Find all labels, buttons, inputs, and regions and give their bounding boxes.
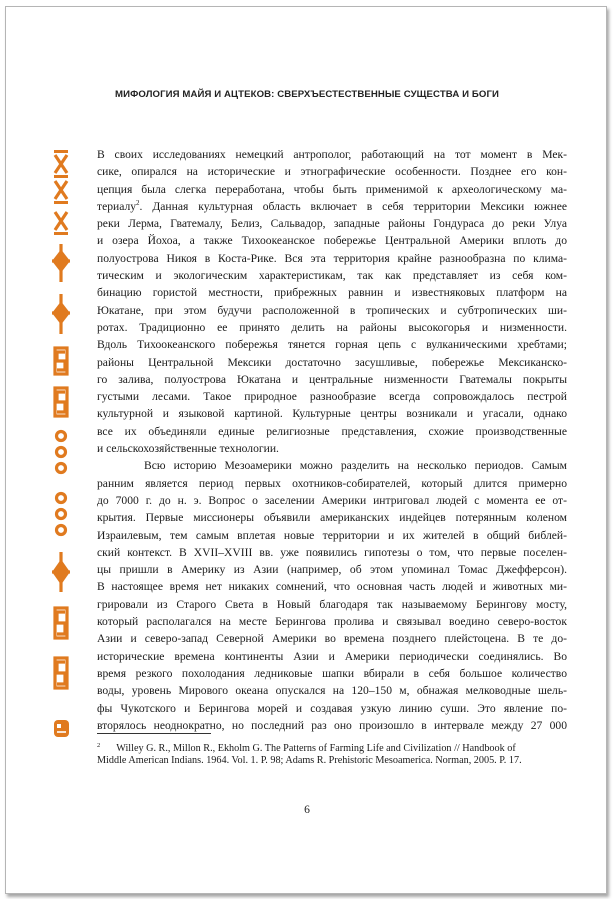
footnote-line: Middle American Indians. 1964. Vol. 1. P. 98; Adams R. Prehistoric Mesoamerica. Norman, 2005. P. 17. <box>97 755 522 766</box>
main-text <box>97 146 567 734</box>
text-line: полуострова Никоя в Коста-Рике. Вся эта территория крайне разнообразна по клима- <box>97 251 567 265</box>
glyph-motif <box>54 720 69 737</box>
double-x-motif <box>54 212 68 235</box>
text-line: Азии и северо-запад Северной Америки во времена позднего плейстоцена. В те до- <box>97 632 567 646</box>
text-line: и озера Йохоа, а также Тихоокеанское побережье Центральной Америки вплоть до <box>97 234 567 248</box>
footnote-reference[interactable]: 2 <box>136 198 140 207</box>
s-hook-motif <box>55 658 67 688</box>
text-line: все их объединяли единые религиозные представления, схожие производственные <box>97 424 567 438</box>
double-x-motif <box>54 150 68 204</box>
text-line: фы Чукотского и Берингова морей и создавая узкую линию суши. Это явление по- <box>97 701 567 715</box>
text-line: время резкого похолодания ледниковые шапки вбирали в себя большое количество <box>97 666 567 680</box>
text-line: и сельскохозяйственные технологии. <box>97 442 279 456</box>
text-line: районы Центральной Мексики достаточно засушливые, побережье Мексиканско- <box>97 355 567 369</box>
ring-dots-motif <box>57 494 66 535</box>
diamond-cross-motif <box>52 294 70 334</box>
text-line: тическим и экологическим характеристикам, так как представляет из себя ком- <box>97 269 567 283</box>
text-line: цы пришли в Америку из Азии (например, об этом упоминал Томас Джефферсон). <box>97 563 567 577</box>
text-line: Вдоль Тихоокеанского побережья тянется горная цепь с вулканическими хребтами; <box>97 338 567 352</box>
text-line: Всю историю Мезоамерики можно разделить на несколько периодов. Самым <box>144 459 567 473</box>
text-line: В своих исследованиях немецкий антрополог, работающий на тот момент в Мек- <box>97 148 567 161</box>
text-line: грировали из Старого Света в Новый благодаря так называемому Берингову мосту, <box>97 597 567 611</box>
text-line: реки Лерма, Гватемалу, Белиз, Сальвадор, западные районы Гондураса до реки Улуа <box>97 217 567 231</box>
footnote-divider <box>97 733 211 734</box>
diamond-cross-motif <box>52 244 70 282</box>
s-hook-motif <box>55 388 67 416</box>
text-line <box>97 198 567 215</box>
text-line: густыми лесами. Такое природное разнообразие всегда сопровождалось пестрой <box>97 390 567 404</box>
diamond-cross-motif <box>52 552 70 592</box>
text-line: воды, уровень Мирового океана опускался на 120–150 м, обнажая мелководные шель- <box>97 684 567 698</box>
text-line: который располагался на месте Берингова пролива и связывал воедино северо-восток <box>97 615 567 629</box>
ring-dots-motif <box>57 432 66 473</box>
footnote-text: Willey G. R., Millon R., Ekholm G. The Patterns of Farming Life and Civilization // Handbook of <box>116 743 516 754</box>
text-line: Юкатане, при этом будучи расположенной в тропических и субтропических ши- <box>97 303 567 317</box>
text-line: В настоящее время нет никаких сомнений, что основная часть людей и животных ми- <box>97 580 567 594</box>
text-line: ротах. Традиционно ее принято делить на районы высокогорья и низменности. <box>97 320 567 334</box>
text-line: вторялось неоднократно, но последний раз оно произошло в интервале между 27 000 <box>97 718 567 732</box>
text-fragment: териалу <box>97 199 137 213</box>
text-line: ский контекст. В XVII–XVIII вв. уже появились гипотезы о том, что первые поселен- <box>97 545 567 559</box>
footnote <box>97 738 567 768</box>
text-line: го залива, полуострова Юкатана и центральные низменности Гватемалы покрыты <box>97 372 567 386</box>
text-line: крытия. Первые миссионеры объявили американских индейцев потерянным коленом <box>97 511 567 525</box>
text-line: Израилевым, тем самым вплетая новые территории и их жителей в общий библей- <box>97 528 567 542</box>
s-hook-motif <box>55 608 67 638</box>
page-number: 6 <box>304 803 310 816</box>
text-line: до 7000 г. до н. э. Вопрос о заселении Америки интриговал людей с момента ее от- <box>97 493 567 507</box>
text-line: культурной и языковой картиной. Культурные центры возникали и угасали, однако <box>97 407 567 421</box>
text-line: цепция была слегка переработана, чтобы быть применимой к археологическому ма- <box>97 182 567 196</box>
footnote-number: 2 <box>97 742 101 749</box>
text-line: ранним является период первых охотников-собирателей, который длится примерно <box>97 476 567 490</box>
running-title: МИФОЛОГИЯ МАЙЯ И АЦТЕКОВ: СВЕРХЪЕСТЕСТВЕННЫЕ СУЩЕСТВА И БОГИ <box>115 89 499 100</box>
s-hook-motif <box>55 348 67 374</box>
footnote-line <box>97 738 567 753</box>
text-line: бинацию гористой местности, прибрежных равнин и известняковых платформ на <box>97 286 567 300</box>
text-line: исторические времена континенты Азии и Америки периодически соединялись. Во <box>97 649 567 663</box>
decorative-ornament-strip <box>46 148 76 766</box>
text-fragment: . Данная культурная область включает в себя территории Мексики южнее <box>139 199 567 213</box>
text-line: сике, опирался на исторические и этнографические особенности. Позднее его кон- <box>97 165 567 179</box>
